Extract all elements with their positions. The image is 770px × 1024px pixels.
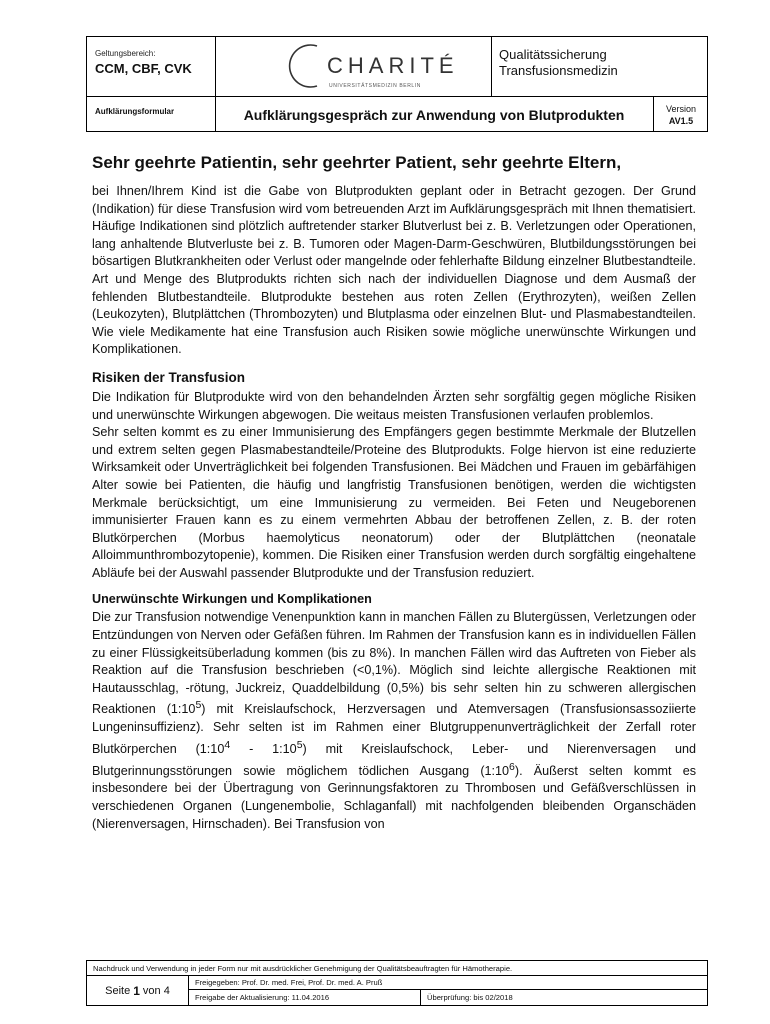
version-value: AV1.5 — [668, 115, 694, 126]
header-bottom-row — [87, 97, 707, 132]
risks-paragraph-1: Die Indikation für Blutprodukte wird von den behandelnden Ärzten sehr sorgfältig gegen mögliche Risiken und unerwünschte Wirkungen abgewogen. Die weitaus meisten Transfusionen verlaufen problemlos. — [92, 389, 696, 422]
update-release-date: Freigabe der Aktualisierung: 11.04.2016 — [189, 990, 421, 1005]
copyright-notice: Nachdruck und Verwendung in jeder Form nur mit ausdrücklicher Genehmigung der Qualitätsbeauftragten für Hämotherapie. — [87, 961, 707, 976]
charite-logo-icon — [283, 40, 495, 92]
document-footer — [86, 960, 708, 1006]
page-suffix: von 4 — [142, 984, 170, 997]
effects-text: ) mit Kreislaufschock, Leber- und Nierenversagen und Blutgerinnungsstörungen sowie möglichem tödlichen Ausgang (1:10 — [92, 742, 696, 778]
version-label: Version — [665, 103, 697, 114]
charite-logo — [283, 40, 495, 92]
risks-paragraph-2: Sehr selten kommt es zu einer Immunisierung des Empfängers gegen bestimmte Merkmale der Blutzellen und extrem selten gegen Plasmabestandteile/Proteine des Blutprodukts. Folge hiervon ist eine reduzierte Wirksamkeit oder Unverträglichkeit bei folgenden Transfusionen. Bei Mädchen und Frauen im gebärfähigen Alter sowie bei Patienten, die häufig und langfristig Transfusionen benötigen, werden die wichtigsten Merkmale berücksichtigt, um eine Immunisierung zu vermeiden. Bei Feten und Neugeborenen immunisierter Frauen kann es zu einem vermehrten Abbau der betroffenen Zellen, z. B. der roten Blutkörperchen (Morbus haemolyticus neonatorum) oder der Blutplättchen (neonatale Alloimmunthrombozytopenie), kommen. Die Risiken einer Transfusion werden durch sorgfältig eingehaltene Abläufe bei der Auswahl passender Blutprodukte und der Transfusion reduziert. — [92, 425, 696, 580]
exponent: 5 — [296, 738, 303, 751]
page-prefix: Seite — [105, 984, 131, 997]
header-divider — [215, 37, 216, 96]
effects-heading: Unerwünschte Wirkungen und Komplikationen — [92, 592, 372, 607]
effects-text: ). Äußerst selten kommt es insbesondere bei der Übertragung von Gerinnungsfaktoren zu Thrombosen und Gefäßverschlüssen in verschiedenen Organen (Lungenembolie, Schlaganfall) mit nachfolgenden bleibenden Organschäden (Nierenversagen, Hirnschaden). Bei Transfusion von — [92, 763, 696, 831]
department-line-1: Qualitätssicherung — [499, 47, 607, 62]
review-date: Überprüfung: bis 02/2018 — [427, 993, 513, 1002]
greeting-heading: Sehr geehrte Patientin, sehr geehrter Patient, sehr geehrte Eltern, — [92, 153, 622, 172]
effects-text: ) mit Kreislaufschock, Herzversagen und Atemversagen (Transfusionsassoziierte Lungeninsuffizienz). Sehr selten ist im Rahmen einer Blutgruppenunverträglichkeit der Zerfall roter Blutkörperchen (1:10 — [92, 702, 696, 756]
risks-heading: Risiken der Transfusion — [92, 369, 246, 385]
document-header — [86, 36, 708, 132]
scope-label: Geltungsbereich: — [95, 49, 156, 58]
document-body — [92, 152, 696, 833]
logo-subtext: UNIVERSITÄTSMEDIZIN BERLIN — [329, 83, 421, 89]
document-title: Aufklärungsgespräch zur Anwendung von Blutprodukten — [243, 106, 625, 123]
intro-paragraph: bei Ihnen/Ihrem Kind ist die Gabe von Blutprodukten geplant oder in Betracht gezogen. Der Grund (Indikation) für diese Transfusion wird vom betreuenden Arzt im Aufklärungsgespräch mit Ihnen thematisiert. Häufige Indikationen sind plötzlich auftretender starker Blutverlust bei z. B. Verletzungen oder Operationen, lang anhaltende Blutverluste bei z. B. Tumoren oder Magen-Darm-Geschwüren, Blutbildungsstörungen bei bösartigen Blutkrankheiten oder Verlust oder mangelnde oder fehlerhafte Bildung einzelner Blutbestandteile. Art und Menge des Blutprodukts richten sich nach der individuellen Diagnose und dem Ausmaß der fehlenden Blutbestandteile. Blutprodukte bestehen aus roten Zellen (Erythrozyten), weißen Zellen (Leukozyten), Blutplättchen (Thrombozyten) und Blutplasma oder einzelnen Blut- und Plasmabestandteilen. Wie viele Medikamente hat eine Transfusion auch Risiken sowie mögliche unerwünschte Wirkungen und Komplikationen. — [92, 184, 696, 357]
exponent: 5 — [195, 699, 202, 712]
header-top-row — [87, 37, 707, 97]
scope-cell — [95, 49, 192, 76]
effects-paragraph — [92, 609, 696, 833]
version-cell — [653, 97, 709, 132]
released-by: Freigegeben: Prof. Dr. med. Frei, Prof. Dr. med. A. Pruß — [189, 976, 707, 990]
department-line-2: Transfusionsmedizin — [499, 63, 618, 78]
effects-text: Die zur Transfusion notwendige Venenpunktion kann in manchen Fällen zu Blutergüssen, Verletzungen oder Entzündungen von Nerven oder Gefäßen führen. Im Rahmen der Transfusion kann es in individuellen Fällen zu einer Flüssigkeitsüberladung kommen (bis zu 8%). In manchen Fällen wird das Auftreten von Fieber als Reaktion auf die Transfusion beschrieben (<0,1%). Möglich sind leichte allergische Reaktionen mit Hautausschlag, -rötung, Juckreiz, Quaddelbildung (0,5%) bis sehr selten hin zu schweren allergischen Reaktionen (1:10 — [92, 610, 696, 717]
exponent: 6 — [509, 760, 515, 773]
page-indicator — [87, 976, 189, 1005]
department-cell — [499, 47, 618, 79]
form-type: Aufklärungsformular — [95, 107, 175, 116]
page-number: 1 — [133, 983, 140, 998]
logo-text: CHARITÉ — [327, 53, 459, 78]
scope-value: CCM, CBF, CVK — [95, 61, 192, 76]
effects-text: - 1:10 — [230, 742, 297, 756]
exponent: 4 — [224, 738, 231, 751]
